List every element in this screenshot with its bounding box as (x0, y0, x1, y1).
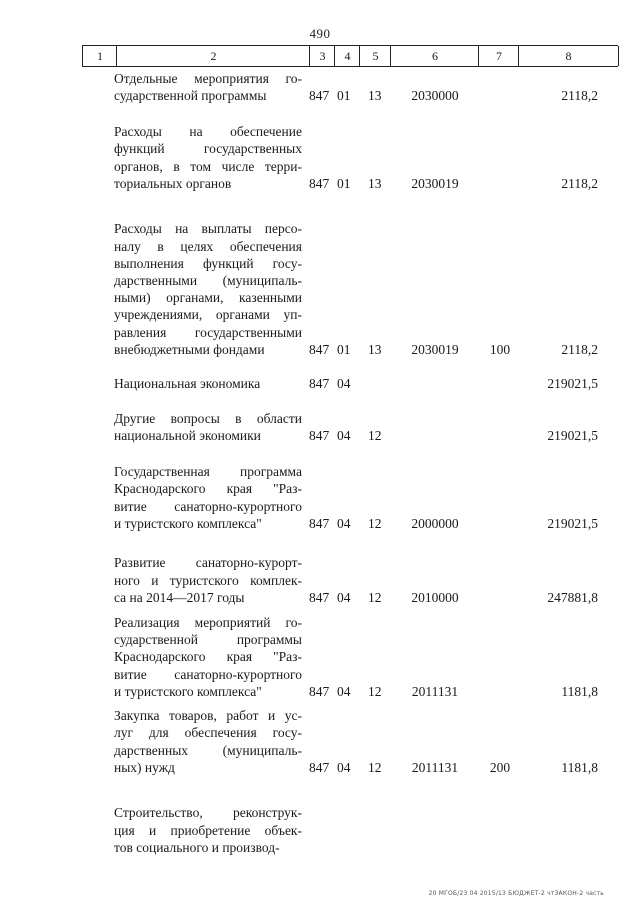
description-line: органов, в том числе терри- (114, 158, 302, 174)
table-row (0, 804, 640, 856)
row-description (114, 463, 302, 532)
ministry-code-cell: 847 (309, 683, 330, 699)
page-number: 490 (309, 26, 331, 41)
ministry-code-cell: 847 (309, 87, 330, 103)
description-line: Национальная экономика (114, 375, 261, 391)
target-article-code-cell: 2010000 (411, 589, 459, 605)
description-line: национальной экономики (114, 427, 261, 443)
column-header-8: 8 (518, 46, 619, 66)
description-line: функций государственных (114, 141, 302, 157)
description-line: дарственными (муниципаль- (114, 272, 302, 288)
ministry-code-cell: 847 (309, 427, 330, 443)
description-line: Краснодарского края "Раз- (114, 649, 302, 665)
target-article-code-cell: 2030019 (411, 341, 459, 357)
row-description (114, 614, 302, 700)
table-row (0, 614, 640, 700)
amount-cell: 1181,8 (561, 683, 598, 699)
expense-type-code-cell: 200 (489, 759, 511, 775)
row-description (114, 220, 302, 358)
amount-cell: 247881,8 (547, 589, 598, 605)
column-header-3: 3 (309, 46, 335, 66)
section-code-cell: 01 (337, 87, 351, 103)
description-line: Расходы на обеспечение (114, 124, 302, 140)
section-code-cell: 04 (337, 759, 351, 775)
table-row (0, 123, 640, 192)
description-line: ными) органами, казенными (114, 290, 302, 306)
table-row (0, 463, 640, 532)
description-line: сударственной программы (114, 87, 267, 103)
ministry-code-cell: 847 (309, 589, 330, 605)
subsection-code-cell: 12 (368, 589, 382, 605)
section-code-cell: 04 (337, 683, 351, 699)
section-code-cell: 01 (337, 341, 351, 357)
subsection-code-cell: 12 (368, 683, 382, 699)
target-article-code-cell: 2011131 (411, 683, 459, 699)
expense-type-code-cell: 100 (489, 341, 511, 357)
description-line: сударственной программы (114, 632, 302, 648)
column-header-4: 4 (334, 46, 360, 66)
target-article-code-cell: 2030000 (411, 87, 459, 103)
description-line: Закупка товаров, работ и ус- (114, 708, 302, 724)
description-line: Отдельные мероприятия го- (114, 70, 302, 86)
subsection-code-cell: 13 (368, 87, 382, 103)
description-line: ториальных органов (114, 175, 232, 191)
ministry-code-cell: 847 (309, 175, 330, 191)
description-line: налу в целях обеспечения (114, 238, 302, 254)
description-line: ция и приобретение объек- (114, 822, 302, 838)
description-line: равления государственными (114, 324, 302, 340)
description-line: ных) нужд (114, 759, 175, 775)
description-line: Расходы на выплаты персо- (114, 221, 302, 237)
row-description (114, 804, 302, 856)
ministry-code-cell: 847 (309, 515, 330, 531)
description-line: выполнения функций госу- (114, 255, 302, 271)
description-line: Строительство, реконструк- (114, 805, 302, 821)
subsection-code-cell: 13 (368, 175, 382, 191)
description-line: Развитие санаторно-курорт- (114, 555, 302, 571)
description-line: Реализация мероприятий го- (114, 614, 302, 630)
description-line: и туристского комплекса" (114, 515, 262, 531)
subsection-code-cell: 13 (368, 341, 382, 357)
table-row (0, 375, 640, 392)
table-row (0, 70, 640, 104)
row-description (114, 554, 302, 606)
column-header-5: 5 (359, 46, 391, 66)
description-line: са на 2014—2017 годы (114, 589, 245, 605)
table-row (0, 220, 640, 358)
table-row (0, 707, 640, 776)
description-line: луг для обеспечения госу- (114, 725, 302, 741)
amount-cell: 1181,8 (561, 759, 598, 775)
description-line: учреждениями, органами уп- (114, 307, 302, 323)
footer-note: 20 МГОБ/23 04 2015/13 БЮДЖЕТ-2 чтЗАКОН-2 часть (428, 890, 604, 897)
column-header-row (82, 45, 618, 67)
row-description (114, 707, 302, 776)
subsection-code-cell: 12 (368, 759, 382, 775)
description-line: дарственных (муниципаль- (114, 742, 302, 758)
description-line: Другие вопросы в области (114, 410, 302, 426)
description-line: тов социального и производ- (114, 839, 280, 855)
column-header-1: 1 (82, 46, 117, 66)
amount-cell: 219021,5 (547, 427, 598, 443)
row-description (114, 375, 302, 392)
description-line: витие санаторно-курортного (114, 666, 302, 682)
amount-cell: 2118,2 (561, 87, 598, 103)
description-line: ного и туристского комплек- (114, 572, 302, 588)
column-header-2: 2 (116, 46, 310, 66)
section-code-cell: 04 (337, 375, 351, 391)
description-line: витие санаторно-курортного (114, 498, 302, 514)
target-article-code-cell: 2030019 (411, 175, 459, 191)
ministry-code-cell: 847 (309, 341, 330, 357)
table-row (0, 554, 640, 606)
subsection-code-cell: 12 (368, 515, 382, 531)
table-row (0, 410, 640, 444)
amount-cell: 219021,5 (547, 515, 598, 531)
description-line: и туристского комплекса" (114, 683, 262, 699)
ministry-code-cell: 847 (309, 375, 330, 391)
description-line: Государственная программа (114, 464, 302, 480)
target-article-code-cell: 2000000 (411, 515, 459, 531)
amount-cell: 219021,5 (547, 375, 598, 391)
subsection-code-cell: 12 (368, 427, 382, 443)
target-article-code-cell: 2011131 (411, 759, 459, 775)
column-header-6: 6 (390, 46, 479, 66)
section-code-cell: 04 (337, 515, 351, 531)
row-description (114, 123, 302, 192)
description-line: Краснодарского края "Раз- (114, 481, 302, 497)
column-header-7: 7 (478, 46, 519, 66)
row-description (114, 410, 302, 444)
section-code-cell: 04 (337, 589, 351, 605)
section-code-cell: 01 (337, 175, 351, 191)
row-description (114, 70, 302, 104)
section-code-cell: 04 (337, 427, 351, 443)
amount-cell: 2118,2 (561, 341, 598, 357)
ministry-code-cell: 847 (309, 759, 330, 775)
amount-cell: 2118,2 (561, 175, 598, 191)
description-line: внебюджетными фондами (114, 341, 265, 357)
